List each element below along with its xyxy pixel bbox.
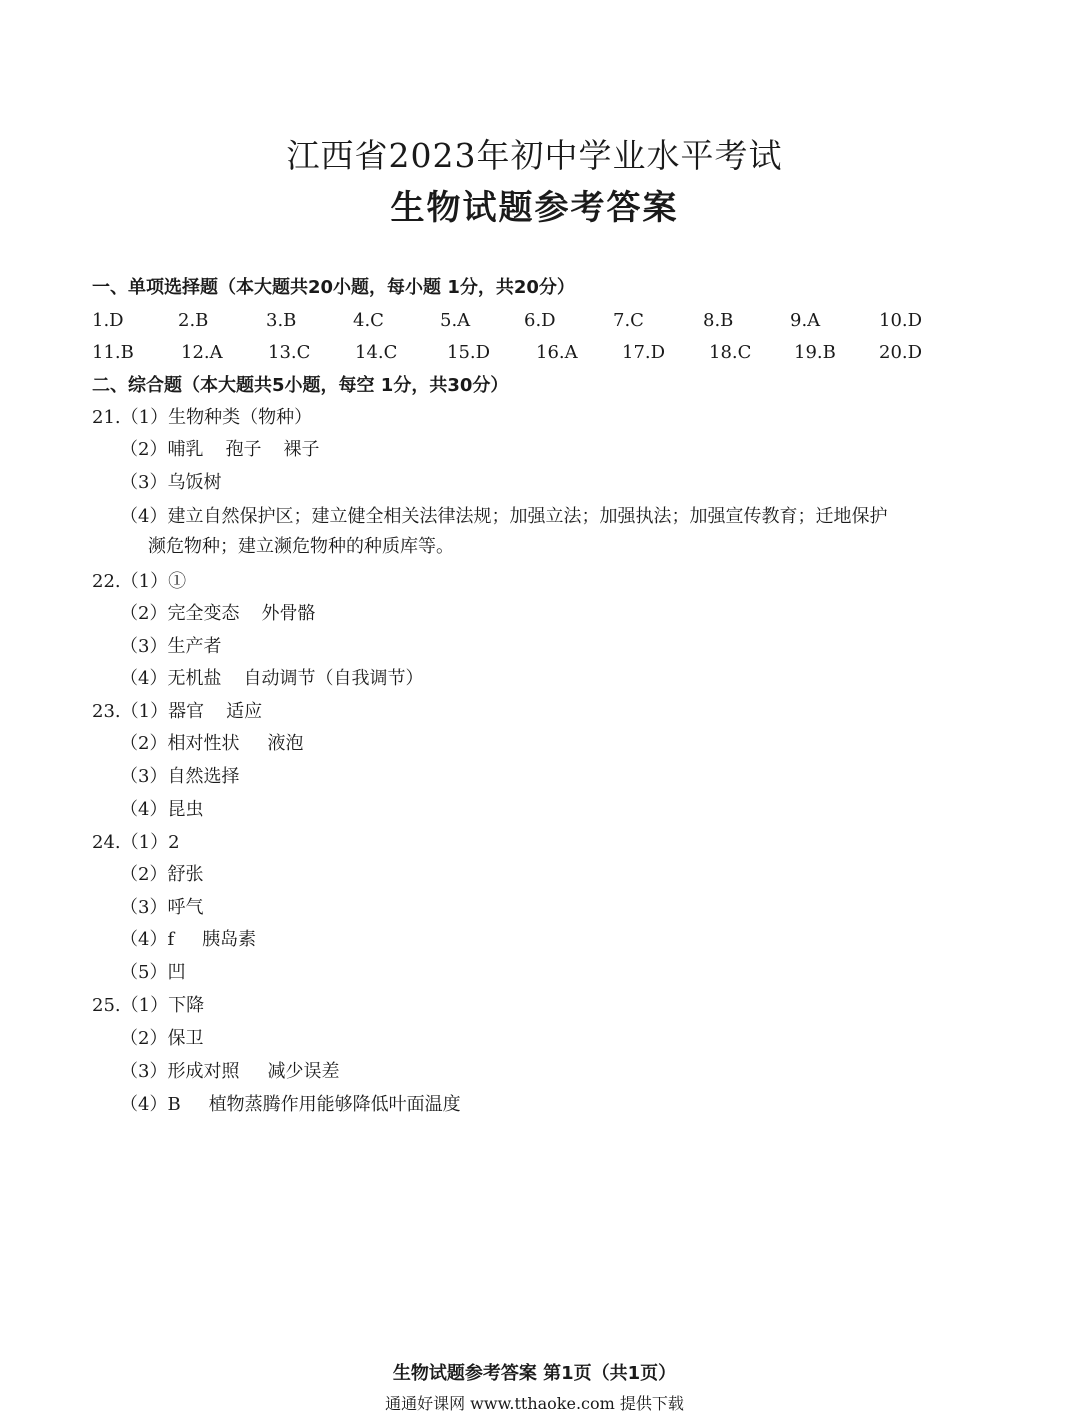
- answer-text: 外骨骼: [261, 603, 316, 624]
- q23-part4: （4）昆虫: [120, 799, 204, 820]
- q24-part1: 24.（1）2: [92, 832, 180, 853]
- mc-answer: 18.C: [709, 342, 752, 363]
- q21-part3: （3）乌饭树: [120, 472, 222, 493]
- mc-answer: 17.D: [622, 342, 666, 363]
- q23-part1: [92, 699, 262, 725]
- mc-answer: 11.B: [92, 342, 134, 363]
- mc-answer: 19.B: [794, 342, 836, 363]
- mc-answer: 3.B: [266, 310, 297, 331]
- answer-text: （2）哺乳: [120, 439, 204, 460]
- mc-answer: 5.A: [440, 310, 471, 331]
- q22-part4: [120, 666, 423, 692]
- source-footer: 通通好课网 www.tthaoke.com 提供下载: [385, 1394, 684, 1413]
- mc-answer: 20.D: [879, 342, 923, 363]
- mc-answer: 16.A: [536, 342, 578, 363]
- exam-title: 江西省2023年初中学业水平考试: [286, 136, 783, 175]
- q21-part4: [120, 502, 990, 562]
- mc-answer: 14.C: [355, 342, 398, 363]
- q24-part2: （2）舒张: [120, 864, 204, 885]
- answer-text: 濒危物种；建立濒危物种的种质库等。: [148, 536, 454, 557]
- answer-text: （4）无机盐: [120, 668, 222, 689]
- mc-answer-row-1: [92, 308, 992, 334]
- answer-text: （2）完全变态: [120, 603, 240, 624]
- answer-text: 裸子: [283, 439, 320, 460]
- answer-text: 23.（1）器官: [92, 701, 205, 722]
- mc-answer: 4.C: [353, 310, 384, 331]
- section1-heading: 一、单项选择题（本大题共20小题，每小题 1分，共20分）: [92, 277, 575, 298]
- answer-text: 自动调节（自我调节）: [243, 668, 424, 689]
- answer-text: （4）B: [120, 1094, 181, 1115]
- answer-text: 液泡: [267, 733, 304, 754]
- q21-part2: [120, 437, 319, 463]
- q25-part4: [120, 1092, 461, 1118]
- mc-answer: 7.C: [613, 310, 644, 331]
- q22-part1: 22.（1）①: [92, 571, 187, 592]
- mc-answer-row-2: [92, 340, 992, 366]
- mc-answer: 1.D: [92, 310, 124, 331]
- answer-text: 减少误差: [267, 1061, 340, 1082]
- q24-part3: （3）呼气: [120, 897, 204, 918]
- mc-answer: 12.A: [181, 342, 223, 363]
- answer-text: 胰岛素: [202, 929, 257, 950]
- q25-part1: 25.（1）下降: [92, 995, 205, 1016]
- q23-part3: （3）自然选择: [120, 766, 240, 787]
- mc-answer: 8.B: [703, 310, 734, 331]
- q22-part2: [120, 601, 315, 627]
- q24-part4: [120, 927, 256, 953]
- answer-text: 适应: [226, 701, 263, 722]
- mc-answer: 2.B: [178, 310, 209, 331]
- q25-part3: [120, 1059, 339, 1085]
- mc-answer: 6.D: [524, 310, 556, 331]
- mc-answer: 10.D: [879, 310, 923, 331]
- q22-part3: （3）生产者: [120, 636, 222, 657]
- q23-part2: [120, 731, 303, 757]
- q25-part2: （2）保卫: [120, 1028, 204, 1049]
- mc-answer: 9.A: [790, 310, 821, 331]
- page-footer: 生物试题参考答案 第1页（共1页）: [392, 1363, 677, 1384]
- answer-text: （2）相对性状: [120, 733, 240, 754]
- mc-answer: 13.C: [268, 342, 311, 363]
- answer-text: （4）建立自然保护区；建立健全相关法律法规；加强立法；加强执法；加强宣传教育；迁地保护: [120, 506, 888, 527]
- q21-part1: 21.（1）生物种类（物种）: [92, 407, 313, 428]
- q24-part5: （5）凹: [120, 962, 186, 983]
- mc-answer: 15.D: [447, 342, 491, 363]
- section2-heading: 二、综合题（本大题共5小题，每空 1分，共30分）: [92, 375, 509, 396]
- answer-text: 植物蒸腾作用能够降低叶面温度: [208, 1094, 461, 1115]
- answer-text: （3）形成对照: [120, 1061, 240, 1082]
- answer-key-title: 生物试题参考答案: [390, 188, 679, 228]
- answer-text: 孢子: [225, 439, 262, 460]
- answer-text: （4）f: [120, 929, 175, 950]
